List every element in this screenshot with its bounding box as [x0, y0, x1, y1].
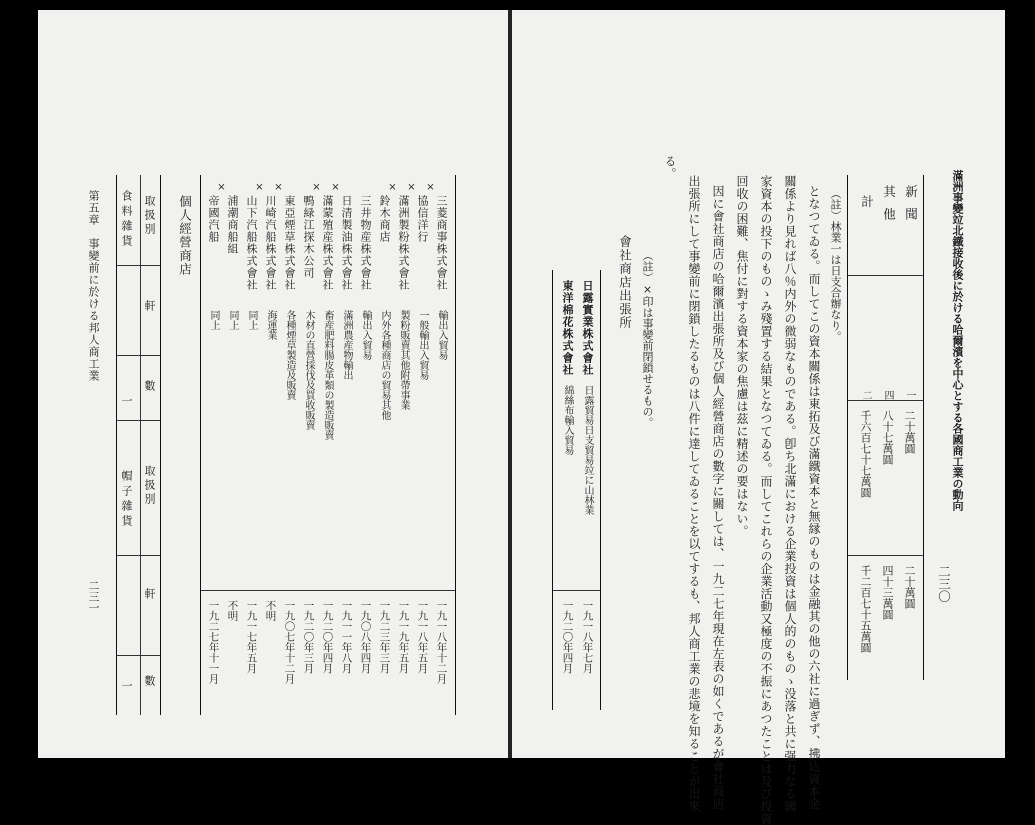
header-category2: 取扱別 [143, 465, 156, 507]
paragraph-line: 因に會社商店の哈爾濱出張所及び個人經營商店の數字に關しては、一九二七年現在左表の如くであるが會社商店 [711, 185, 725, 810]
header-count2: 數 [143, 675, 156, 686]
firm-business: 各種煙草製造及販賣 [284, 310, 295, 400]
header-sub: 軒 [143, 588, 156, 599]
firm-closed-marker: × [330, 182, 341, 193]
section-title: 會社商店出張所 [617, 235, 633, 330]
firm-name: 浦潮商船組 [226, 195, 239, 255]
firm-list-rule-right [455, 175, 456, 715]
firm-closed-marker: × [273, 182, 284, 193]
firm-date: 不明 [226, 600, 239, 621]
firm-name: 山下汽船株式會社 [245, 195, 258, 291]
firm-list-divider [201, 590, 455, 591]
paragraph-line: となつてゐる。而してこの資本關係は東拓及び滿鐵資本と無縁のものは金融其の他の六社に過ぎず、拂込資本金 [807, 185, 821, 810]
firm-date: 一九〇七年十二月 [283, 600, 296, 684]
firm-business: 同上 [246, 310, 257, 330]
firm-date: 一九〇八年四月 [359, 600, 372, 674]
firm-closed-marker: × [216, 182, 227, 193]
firm-business: 日露貿易日支貿易竝に山林業 [582, 385, 593, 515]
table-row-label: 新聞 [903, 185, 919, 230]
note-1: （註）林業一は日支合辦なり。 [829, 188, 842, 342]
table-divider-2 [848, 400, 923, 401]
table-row-label: 其他 [881, 185, 897, 230]
page-number-left: 二三一 [87, 580, 100, 613]
firm-date: 一九二〇年四月 [561, 600, 574, 674]
table-cell: 二十萬圓 [903, 565, 916, 609]
firm-date: 不明 [264, 600, 277, 621]
table-cell: 千六百七十七萬圓 [859, 410, 872, 498]
running-header: 滿洲事變竝北鐵接收後に於ける哈爾濱を中心とする各國商工業の動向 [951, 170, 964, 511]
firm-business: 畜産肥料腸皮革類の製造販賣 [322, 310, 333, 440]
table-cell: 八十七萬圓 [881, 410, 894, 465]
table-cell: 千二百七十五萬圓 [859, 565, 872, 653]
firm-closed-marker: × [254, 182, 265, 193]
firm-name: 滿洲製粉株式會社 [397, 195, 410, 291]
firm-name: 日露實業株式會社 [581, 280, 594, 376]
firm-business: 輸出入貿易 [360, 310, 371, 360]
left-page [38, 10, 508, 758]
firm-table-divider [553, 590, 600, 591]
header-category: 取扱別 [143, 195, 156, 237]
table-rule-left [847, 175, 848, 680]
store-category: 食料雜貨 [120, 190, 133, 250]
chapter-footer: 第五章 事變前に於ける邦人商工業 [87, 190, 100, 382]
firm-business: 輸出入貿易 [436, 310, 447, 360]
firm-name: 日清製油株式會社 [340, 195, 353, 291]
firm-closed-marker: × [406, 182, 417, 193]
firm-date: 一九一八年五月 [416, 600, 429, 674]
table-mark: 一 [904, 390, 915, 400]
firm-business: 一般輸出入貿易 [417, 310, 428, 380]
store-table-divider [117, 355, 160, 356]
firm-name: 東洋棉花株式會社 [561, 280, 574, 376]
firm-name: 三菱商事株式會社 [435, 195, 448, 291]
table-mark: 四 [882, 390, 893, 400]
store-table-divider [117, 420, 160, 421]
paragraph-line: る。 [663, 155, 677, 180]
firm-business: 同上 [208, 310, 219, 330]
store-table-rule-right [160, 175, 161, 715]
firm-date: 一九一九年五月 [397, 600, 410, 674]
store-count: 一 [120, 395, 133, 406]
table-cell: 二十萬圓 [903, 410, 916, 454]
table-mark: 二 [860, 390, 871, 400]
store-category2: 帽子雜貨 [120, 470, 133, 530]
store-table-rule-mid [140, 175, 141, 715]
table-divider-3 [848, 555, 923, 556]
firm-date: 一九一一年八月 [340, 600, 353, 674]
store-count2: 一 [120, 680, 133, 691]
right-page [512, 10, 1005, 825]
firm-business: 木材の直營採伐及買收販賣 [303, 310, 314, 430]
note-2: （註）×印は事變前閉鎖せるもの。 [641, 250, 654, 428]
store-table-divider [117, 655, 160, 656]
firm-date: 一九二七年十一月 [207, 600, 220, 684]
header-count: 數 [143, 380, 156, 391]
firm-table-rule-right [600, 270, 601, 710]
firm-name: 帝國汽船 [207, 195, 220, 243]
firm-business: 同上 [227, 310, 238, 330]
firm-business: 滿洲農産物輸出 [341, 310, 352, 380]
store-table-divider [117, 265, 160, 266]
firm-date: 一九一八年七月 [581, 600, 594, 674]
paragraph-line: 關係より見れば八％内外の微弱なものである。卽ち北滿における企業投資は個人的のものゝ没落と共に强力なる國 [783, 175, 797, 813]
firm-closed-marker: × [311, 182, 322, 193]
firm-date: 一九一八年十二月 [435, 600, 448, 684]
firm-business: 製粉販賣其他附帶事業 [398, 310, 409, 410]
table-divider-1 [848, 275, 923, 276]
firm-table-rule-left [552, 270, 553, 710]
individual-section-title: 個人經營商店 [177, 195, 193, 276]
store-table-rule-left [116, 175, 117, 715]
page-number-right: 二三〇 [936, 565, 952, 603]
paragraph-line: 出張所にして事變前に閉鎖したるものは八件に達してゐることを以てするも、邦人商工業の悲境を知ることが出來 [687, 175, 701, 813]
firm-business: 海運業 [265, 310, 276, 340]
firm-name: 鈴木商店 [378, 195, 391, 243]
paragraph-line: 家資本の投下のものゝみ殘置する結果となつてゐる。而してこれらの企業活動又極度の不振にあつたことは及び投資 [759, 175, 773, 825]
store-table-divider [117, 555, 160, 556]
firm-date: 一九二〇年三月 [302, 600, 315, 674]
firm-name: 滿蒙殖産株式會社 [321, 195, 334, 291]
firm-date: 一九一七年五月 [245, 600, 258, 674]
firm-business: 綿絲布輸入貿易 [562, 385, 573, 455]
firm-name: 協信洋行 [416, 195, 429, 243]
table-rule-right [923, 175, 924, 680]
table-cell: 四十三萬圓 [881, 565, 894, 620]
paragraph-line: 回收の困難、焦付に對する資本家の焦慮は茲に精述の要はない。 [735, 175, 749, 538]
firm-name: 鴨緑江探木公司 [302, 195, 315, 279]
firm-date: 一九二三年三月 [378, 600, 391, 674]
table-row-label: 計 [859, 195, 875, 218]
firm-closed-marker: × [425, 182, 436, 193]
header-sub: 軒 [143, 300, 156, 311]
firm-business: 内外各種商店の貿易其他 [379, 310, 390, 420]
firm-date: 一九二〇年四月 [321, 600, 334, 674]
firm-name: 三井物産株式會社 [359, 195, 372, 291]
firm-name: 川崎汽船株式會社 [264, 195, 277, 291]
firm-closed-marker: × [387, 182, 398, 193]
firm-name: 東亞煙草株式會社 [283, 195, 296, 291]
firm-list-rule-left [200, 175, 201, 715]
